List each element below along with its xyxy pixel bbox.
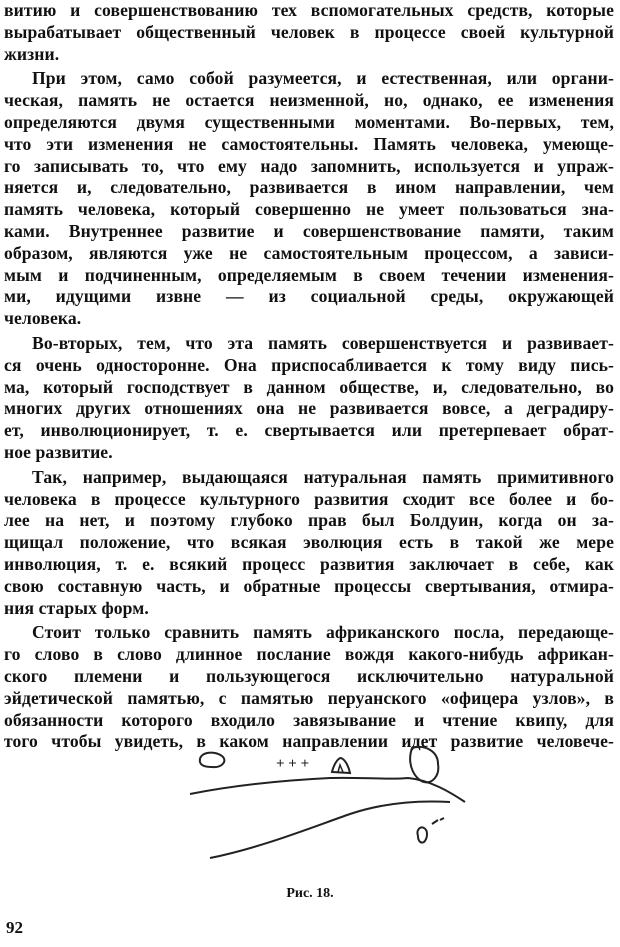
body-text [4, 0, 614, 756]
text-line: человека в процессе культурного развития сходит все более и бо- [4, 488, 614, 509]
text-line: ма, который господствует в данном обществе, и, следовательно, во [4, 376, 614, 397]
figure-shape-oval [417, 827, 427, 842]
figure-line-upper [190, 778, 465, 802]
figure-shape-peak-inner [338, 765, 343, 772]
text-line: ет, инволюционирует, т. е. свертывается или претерпевает обрат- [4, 420, 614, 441]
figure-18-drawing [180, 740, 480, 860]
text-line: что эти изменения не самостоятельны. Память человека, умеюще- [4, 133, 614, 154]
text-line: Стоит только сравнить память африканского посла, передающе- [32, 622, 614, 643]
text-line: ное развитие. [4, 441, 113, 462]
paragraph [4, 333, 614, 464]
figure-line-lower [210, 802, 450, 859]
text-line: ками. Внутреннее развитие и совершенствование памяти, таким [4, 220, 614, 241]
text-line: обязанности которого входило завязывание и чтение квипу, для [4, 709, 614, 730]
text-line: свою составную часть, и обратные процессы свертывания, отмира- [4, 575, 614, 596]
figure-shape-right [410, 747, 438, 782]
text-line: ся очень односторонне. Она приспосабливается к тому виду пись- [4, 354, 614, 375]
text-line: няется и, следовательно, развивается в ином направлении, чем [4, 177, 614, 198]
paragraph [4, 622, 614, 753]
text-line: ского племени и пользующегося исключительно натуральной [4, 665, 614, 686]
figure-shape-left [200, 753, 225, 767]
text-line: го слово в слово длинное послание вождя какого-нибудь африкан- [4, 644, 614, 665]
figure-crosses: + + + [276, 756, 310, 772]
text-line: определяются двумя существенными моментами. Во-первых, тем, [4, 111, 614, 132]
text-line: ния старых форм. [4, 597, 149, 618]
figure-caption: Рис. 18. [286, 886, 334, 901]
figure-dash [432, 820, 438, 824]
text-line: многих других отношениях она не развивается вовсе, а деградиру- [4, 398, 614, 419]
text-line: При этом, само собой разумеется, и естественная, или органи- [32, 68, 614, 89]
text-line: щищал положение, что всякая эволюция есть в такой же мере [4, 532, 614, 553]
page-number: 92 [6, 918, 23, 937]
text-line: витию и совершенствованию тех вспомогательных средств, которые [4, 0, 614, 20]
text-line: жизни. [4, 43, 60, 64]
figure-dash [440, 818, 444, 820]
text-line: мым и подчиненным, определяемым в своем течении изменения- [4, 264, 614, 285]
text-line: память человека, который совершенно не умеет пользоваться зна- [4, 199, 614, 220]
text-line: Во-вторых, тем, что эта память совершенствуется и развивает- [32, 332, 614, 353]
text-line: человека. [4, 308, 82, 329]
paragraph [4, 467, 614, 620]
text-line: образом, являются уже не самостоятельным процессом, а зависи- [4, 242, 614, 263]
text-line: ми, идущими извне — из социальной среды, окружающей [4, 286, 614, 307]
text-line: го записывать то, что ему надо запомнить, используется и упраж- [4, 155, 614, 176]
text-line: эйдетической памятью, с памятью перуанского «офицера узлов», в [4, 687, 614, 708]
paragraph [4, 0, 614, 65]
text-line: инволюция, т. е. всякий процесс развития заключает в себе, как [4, 553, 614, 574]
text-line: того чтобы увидеть, в каком направлении идет развитие человече- [4, 731, 614, 752]
text-line: ческая, память не остается неизменной, но, однако, ее изменения [4, 90, 614, 111]
text-line: Так, например, выдающаяся натуральная память примитивного [32, 466, 614, 487]
text-line: лее на нет, и поэтому глубоко прав был Болдуин, когда он за- [4, 510, 614, 531]
paragraph [4, 68, 614, 330]
text-line: вырабатывает общественный человек в процессе своей культурной [4, 21, 614, 42]
